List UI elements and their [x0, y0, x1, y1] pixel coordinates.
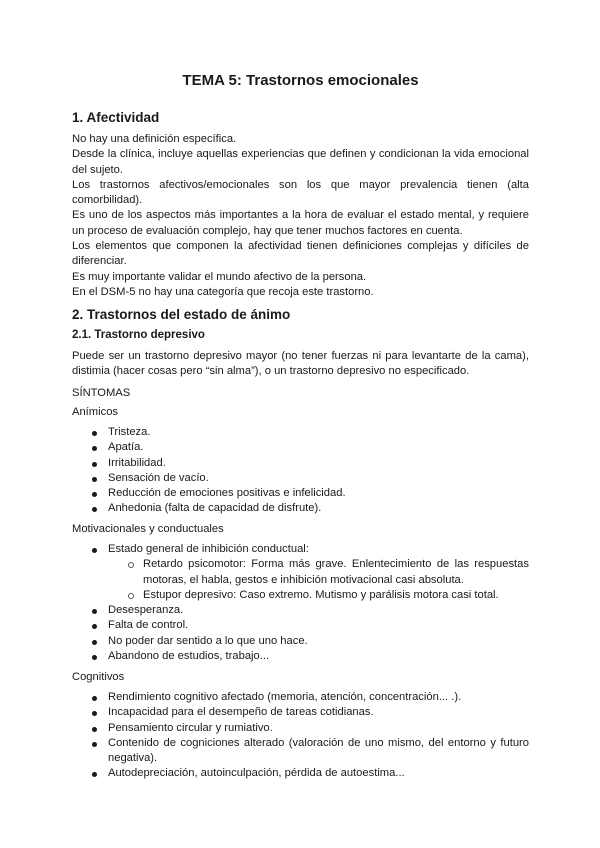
animicos-label: Anímicos [72, 406, 119, 418]
list-item: Abandono de estudios, trabajo... [72, 649, 529, 664]
list-item: Desesperanza. [72, 603, 529, 618]
motivacionales-list [72, 542, 529, 664]
sub-list-item: Estupor depresivo: Caso extremo. Mutismo y parálisis motora casi total. [108, 588, 529, 603]
list-item: Sensación de vacío. [72, 471, 529, 486]
list-item: Rendimiento cognitivo afectado (memoria, atención, concentración... .). [72, 690, 529, 705]
list-item-text: Estado general de inhibición conductual: [108, 543, 309, 555]
section-afectividad-body [72, 132, 529, 300]
sub-list-item: Retardo psicomotor: Forma más grave. Enlentecimiento de las respuestas motoras, el habla, gestos e inhibición motivacional casi absoluta. [108, 557, 529, 588]
animicos-list [72, 425, 529, 517]
list-item: No poder dar sentido a lo que uno hace. [72, 634, 529, 649]
trastorno-depresivo-intro: Puede ser un trastorno depresivo mayor (no tener fuerzas ni para levantarte de la cama), distimia (hacer cosas pero “sin alma”), o un trastorno depresivo no especificado. [72, 350, 529, 378]
list-item: Anhedonia (falta de capacidad de disfrute). [72, 501, 529, 516]
section-heading-afectividad: 1. Afectividad [72, 110, 160, 125]
document-title: TEMA 5: Trastornos emocionales [182, 72, 419, 89]
list-item: Irritabilidad. [72, 456, 529, 471]
paragraph: En el DSM-5 no hay una categoría que recoja este trastorno. [72, 285, 374, 298]
list-item: Apatía. [72, 440, 529, 455]
list-item: Falta de control. [72, 618, 529, 633]
section-heading-estado-animo: 2. Trastornos del estado de ánimo [72, 307, 291, 322]
subsection-heading-trastorno-depresivo: 2.1. Trastorno depresivo [72, 329, 205, 341]
paragraph: Es muy importante validar el mundo afectivo de la persona. [72, 270, 367, 283]
list-item: Pensamiento circular y rumiativo. [72, 721, 529, 736]
list-item: Autodepreciación, autoinculpación, pérdida de autoestima... [72, 766, 529, 781]
paragraph: Los trastornos afectivos/emocionales son los que mayor prevalencia tienen (alta comorbilidad). [72, 178, 529, 207]
list-item: Tristeza. [72, 425, 529, 440]
paragraph: No hay una definición específica. [72, 133, 237, 145]
inhibicion-sublist [108, 557, 529, 603]
symptoms-label: SÍNTOMAS [72, 387, 131, 399]
motivacionales-label: Motivacionales y conductuales [72, 523, 224, 535]
list-item: Contenido de cogniciones alterado (valoración de uno mismo, del entorno y futuro negativa). [72, 736, 529, 767]
paragraph: Los elementos que componen la afectividad tienen definiciones complejas y difíciles de diferenciar. [72, 240, 529, 268]
list-item: Incapacidad para el desempeño de tareas cotidianas. [72, 705, 529, 720]
paragraph: Es uno de los aspectos más importantes a la hora de evaluar el estado mental, y requiere un proceso de evaluación complejo, hay que tener muchos factores en cuenta. [72, 209, 529, 237]
cognitivos-list [72, 690, 529, 782]
list-item: Reducción de emociones positivas e infelicidad. [72, 486, 529, 501]
list-item [72, 542, 529, 603]
paragraph: Desde la clínica, incluye aquellas experiencias que definen y condicionan la vida emocional del sujeto. [72, 148, 529, 176]
cognitivos-label: Cognitivos [72, 671, 125, 683]
